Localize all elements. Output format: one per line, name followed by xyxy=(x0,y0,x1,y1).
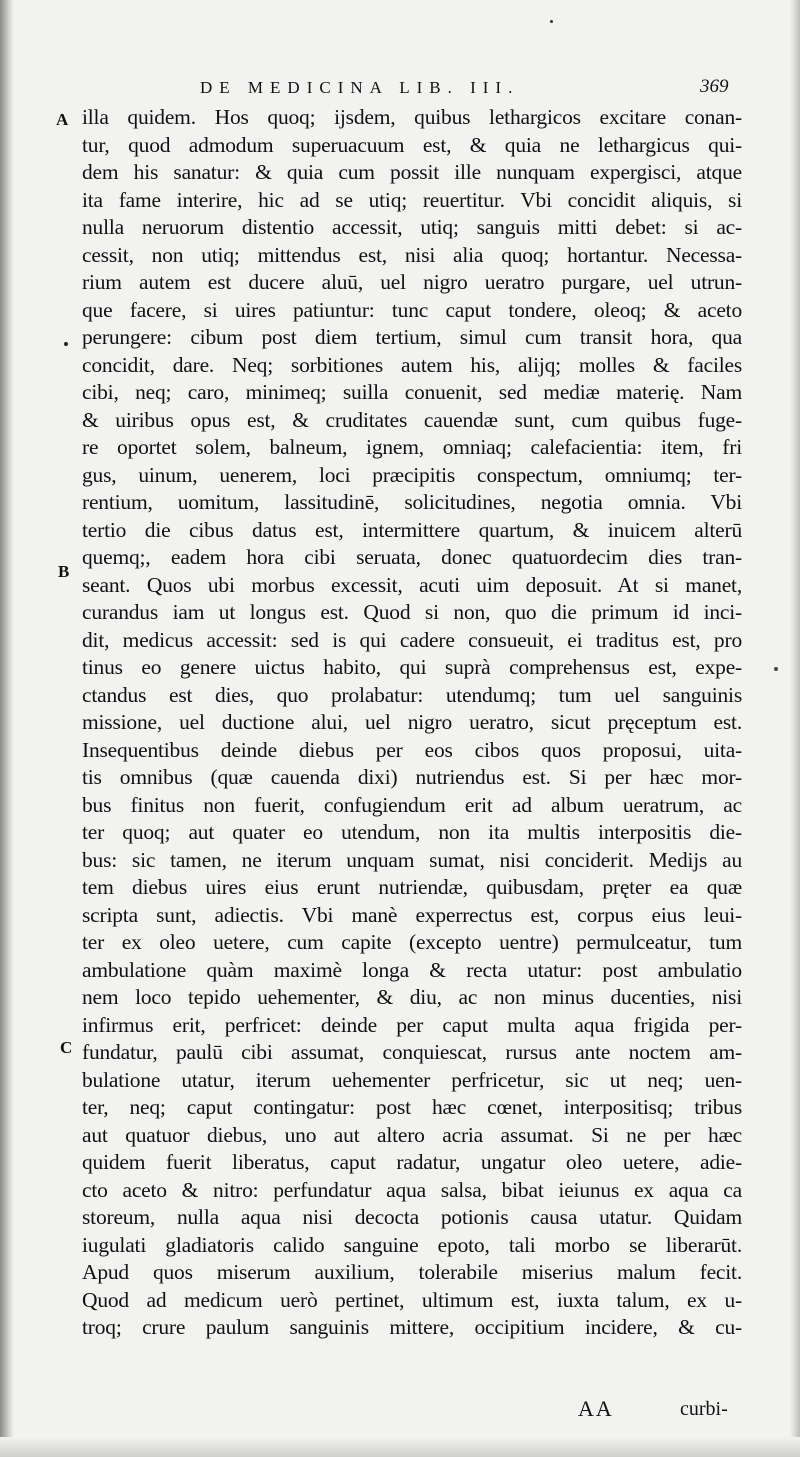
text-line: cibi, neq; caro, minimeq; suilla conuenit, sed mediæ materię. Nam xyxy=(82,380,742,404)
catchword: curbi- xyxy=(680,1398,728,1420)
text-line: concidit, dare. Neq; sorbitiones autem his, alijq; molles & faciles xyxy=(82,352,742,377)
text-line: illa quidem. Hos quoq; ijsdem, quibus lethargicos excitare conan- xyxy=(82,105,742,129)
text-line: ambulatione quàm maximè longa & recta utatur: post ambulatio xyxy=(82,957,742,982)
margin-letter-a: A xyxy=(56,110,69,129)
text-line: cessit, non utiq; mittendus est, nisi alia quoq; hortantur. Necessa- xyxy=(82,242,742,267)
margin-dot-mark xyxy=(64,342,68,346)
text-line: gus, uinum, uenerem, loci præcipitis conspectum, omniumq; ter- xyxy=(82,462,742,487)
text-line: & uiribus opus est, & cruditates cauendæ sunt, cum quibus fuge- xyxy=(82,407,742,432)
text-line: nulla neruorum distentio accessit, utiq; sanguis mitti debet: si ac- xyxy=(82,215,742,239)
scan-shadow-right xyxy=(790,0,800,1457)
text-line: tem diebus uires eius erunt nutriendæ, quibusdam, pręter ea quæ xyxy=(82,875,742,899)
text-line: tinus eo genere uictus habito, qui suprà comprehensus est, expe- xyxy=(82,655,742,679)
text-line: aut quatuor diebus, uno aut altero acria assumat. Si ne per hæc xyxy=(82,1122,742,1147)
text-line: tis omnibus (quæ cauenda dixi) nutriendus est. Si per hæc mor- xyxy=(82,765,742,789)
text-line: quidem fuerit liberatus, caput radatur, ungatur oleo uetere, adie- xyxy=(82,1150,742,1174)
text-line: re oportet solem, balneum, ignem, omniaq; calefacientia: item, fri xyxy=(82,435,742,459)
text-line: storeum, nulla aqua nisi decocta potionis causa utatur. Quidam xyxy=(82,1205,742,1229)
text-line: tertio die cibus datus est, intermittere quartum, & inuicem alterū xyxy=(82,517,742,542)
text-line: seant. Quos ubi morbus excessit, acuti uim deposuit. At si manet, xyxy=(82,572,742,597)
text-line: cto aceto & nitro: perfundatur aqua salsa, bibat ieiunus ex aqua ca xyxy=(82,1177,742,1202)
text-line: ter ex oleo uetere, cum capite (excepto uentre) permulceatur, tum xyxy=(82,930,742,954)
text-line: iugulati gladiatoris calido sanguine epoto, tali morbo se liberarūt. xyxy=(82,1232,742,1257)
text-line: troq; crure paulum sanguinis mittere, occipitium incidere, & cu- xyxy=(82,1315,742,1339)
text-line: missione, uel ductione alui, uel nigro ueratro, sicut pręceptum est. xyxy=(82,710,742,734)
text-line: nem loco tepido uehementer, & diu, ac non minus ducenties, nisi xyxy=(82,985,742,1009)
text-line: ctandus est dies, quo prolabatur: utendumq; tum uel sanguinis xyxy=(82,682,742,707)
text-line: dit, medicus accessit: sed is qui cadere consueuit, ei traditus est, pro xyxy=(82,627,742,652)
body-text xyxy=(82,104,742,1342)
scan-shadow-bottom xyxy=(0,1437,800,1457)
text-line: Insequentibus deinde diebus per eos cibos quos proposui, uita- xyxy=(82,737,742,762)
text-line: dem his sanatur: & quia cum possit ille nunquam expergisci, atque xyxy=(82,160,742,184)
text-line: ter quoq; aut quater eo utendum, non ita multis interpositis die- xyxy=(82,820,742,844)
stray-mark xyxy=(550,20,553,23)
text-line: Apud quos miserum auxilium, tolerabile miserius malum fecit. xyxy=(82,1260,742,1284)
text-line: curandus iam ut longus est. Quod si non, quo die primum id inci- xyxy=(82,600,742,624)
text-line: rium autem est ducere aluū, uel nigro ueratro purgare, uel utrun- xyxy=(82,270,742,294)
text-line: rentium, uomitum, lassitudinē, solicitudines, negotia omnia. Vbi xyxy=(82,490,742,514)
text-line: infirmus erit, perfricet: deinde per caput multa aqua frigida per- xyxy=(82,1012,742,1037)
text-line: quemq;, eadem hora cibi seruata, donec quatuordecim dies tran- xyxy=(82,545,742,569)
margin-letter-c: C xyxy=(60,1038,73,1057)
signature-mark: AA xyxy=(578,1396,614,1421)
text-line: ita fame interire, hic ad se utiq; reuertitur. Vbi concidit aliquis, si xyxy=(82,187,742,212)
running-head: DE MEDICINA LIB. III. xyxy=(200,78,520,97)
margin-letter-b: B xyxy=(58,562,70,581)
margin-dot-mark-right xyxy=(774,667,778,671)
text-line: tur, quod admodum superuacuum est, & quia ne lethargicus qui- xyxy=(82,132,742,157)
text-line: que facere, si uires patiuntur: tunc caput tondere, oleoq; & aceto xyxy=(82,297,742,322)
text-line: perungere: cibum post diem tertium, simul cum transit hora, qua xyxy=(82,325,742,349)
text-line: scripta sunt, adiectis. Vbi manè experrectus est, corpus eius leui- xyxy=(82,902,742,927)
scan-shadow-left xyxy=(0,0,14,1457)
text-line: fundatur, paulū cibi assumat, conquiescat, rursus ante noctem am- xyxy=(82,1040,742,1064)
text-line: bulatione utatur, iterum uehementer perfricetur, sic ut neq; uen- xyxy=(82,1067,742,1092)
text-line: bus finitus non fuerit, confugiendum erit ad album ueratrum, ac xyxy=(82,792,742,817)
text-line: ter, neq; caput contingatur: post hæc cœnet, interpositisq; tribus xyxy=(82,1095,742,1119)
page-number: 369 xyxy=(700,76,729,97)
text-line: bus: sic tamen, ne iterum unquam sumat, nisi conciderit. Medijs au xyxy=(82,847,742,872)
text-line: Quod ad medicum uerò pertinet, ultimum est, iuxta talum, ex u- xyxy=(82,1287,742,1312)
